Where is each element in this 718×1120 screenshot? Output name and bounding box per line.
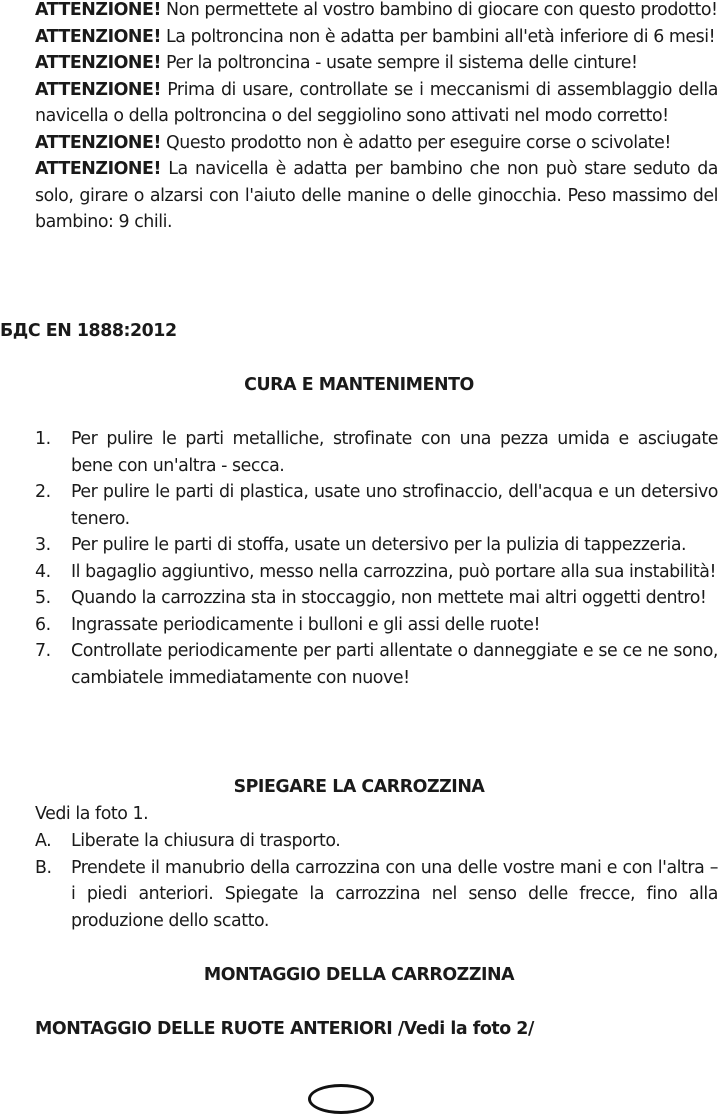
list-item-text: Per pulire le parti metalliche, strofinate con una pezza umida e asciugate bene con un'altra - secca. [71,429,718,476]
list-item-text: Ingrassate periodicamente i bulloni e gli assi delle ruote! [71,614,541,635]
list-item [35,828,718,855]
unfold-heading: SPIEGARE LA CARROZZINA [233,777,485,797]
warning-paragraph [35,0,718,24]
list-item-text: Liberate la chiusura di trasporto. [71,831,341,851]
list-marker: 1. [35,429,51,449]
warning-paragraph [35,24,718,51]
list-item [35,855,718,935]
list-item-text: Il bagaglio aggiuntivo, messo nella carrozzina, può portare alla sua instabilità! [71,561,717,582]
warning-paragraph [35,156,718,236]
list-item-text: Quando la carrozzina sta in stoccaggio, non mettete mai altri oggetti dentro! [71,588,707,608]
list-marker: 3. [35,535,51,555]
list-item [35,479,718,532]
list-item [35,559,718,586]
list-marker: 2. [35,482,51,502]
list-marker: 6. [35,614,51,635]
warning-paragraph [35,130,718,157]
warning-text: La poltroncina non è adatta per bambini all'età inferiore di 6 mesi! [160,26,716,47]
list-item [35,638,718,691]
warning-text: Questo prodotto non è adatto per eseguire corse o scivolate! [160,132,671,153]
warning-text: Non permettete al vostro bambino di giocare con questo prodotto! [160,0,718,20]
unfold-intro: Vedi la foto 1. [35,804,149,824]
care-heading: CURA E MANTENIMENTO [244,375,474,395]
warning-paragraph [35,50,718,77]
list-item [35,585,718,612]
warning-label: ATTENZIONE! [35,26,161,47]
warning-text: Prima di usare, controllate se i meccanismi di assemblaggio della navicella o della poltroncina o del seggiolino sono attivati nel modo corretto! [35,79,718,126]
warning-paragraph [35,77,718,130]
list-item [35,532,718,559]
list-item-text: Per pulire le parti di plastica, usate uno strofinaccio, dell'acqua e un detersivo tenero. [71,482,718,529]
assembly-subheading: MONTAGGIO DELLE RUOTE ANTERIORI /Vedi la foto 2/ [35,1019,534,1039]
warning-label: ATTENZIONE! [35,0,161,20]
care-list [35,426,718,691]
list-item [35,612,718,639]
warnings-block [35,0,718,236]
list-marker: 7. [35,641,51,661]
assembly-heading: MONTAGGIO DELLA CARROZZINA [203,965,515,985]
warning-label: ATTENZIONE! [35,53,161,73]
warning-label: ATTENZIONE! [35,132,161,153]
warning-text: Per la poltroncina - usate sempre il sistema delle cinture! [160,53,638,73]
list-item-text: Prendete il manubrio della carrozzina con una delle vostre mani e con l'altra – i piedi anteriori. Spiegate la carrozzina nel senso delle frecce, fino alla produzione dello scatto. [71,857,718,931]
page-number-oval [308,1084,374,1114]
list-item-text: Controllate periodicamente per parti allentate o danneggiate e se ce ne sono, cambiatele immediatamente con nuove! [71,641,718,688]
list-marker: B. [35,857,52,878]
list-item [35,426,718,479]
warning-label: ATTENZIONE! [35,159,161,179]
warning-label: ATTENZIONE! [35,79,161,100]
list-item-text: Per pulire le parti di stoffa, usate un detersivo per la pulizia di tappezzeria. [71,535,687,555]
list-marker: A. [35,831,52,851]
unfold-steps [35,828,718,934]
standard-code: БДС EN 1888:2012 [0,321,177,341]
list-marker: 5. [35,588,51,608]
warning-text: La navicella è adatta per bambino che non può stare seduto da solo, girare o alzarsi con l'aiuto delle manine o delle ginocchia. Peso massimo del bambino: 9 chili. [35,159,718,232]
list-marker: 4. [35,561,51,582]
